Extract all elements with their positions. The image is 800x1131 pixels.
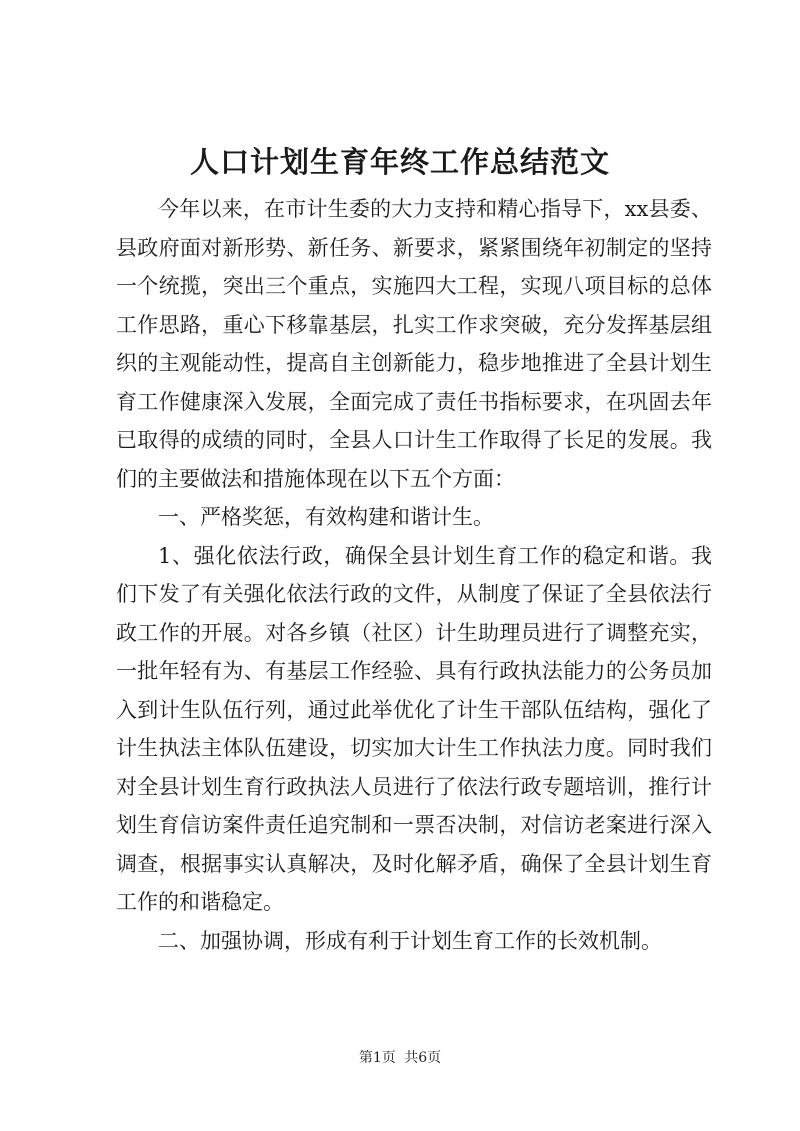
paragraph-line: 划生育信访案件责任追究制和一票否决制，对信访老案进行深入 (116, 813, 712, 837)
paragraph-line: 一个统揽，突出三个重点，实施四大工程，实现八项目标的总体 (116, 274, 712, 298)
paragraph-line: 已取得的成绩的同时，全县人口计生工作取得了长足的发展。我 (116, 428, 712, 452)
paragraph-line: 计生执法主体队伍建设，切实加大计生工作执法力度。同时我们 (116, 736, 712, 760)
page-footer (0, 1047, 800, 1067)
paragraph-line: 政工作的开展。对各乡镇（社区）计生助理员进行了调整充实， (116, 620, 712, 645)
section-heading: 二、加强协调，形成有利于计划生育工作的长效机制。 (158, 928, 662, 953)
page-number: 第1页 (358, 1050, 396, 1066)
paragraph-line: 今年以来，在市计生委的大力支持和精心指导下，xx县委、 (158, 197, 712, 221)
paragraph-line: 县政府面对新形势、新任务、新要求，紧紧围绕年初制定的坚持 (116, 235, 712, 260)
paragraph-line: 织的主观能动性，提高自主创新能力，稳步地推进了全县计划生 (116, 351, 712, 375)
paragraph-line: 入到计生队伍行列，通过此举优化了计生干部队伍结构，强化了 (116, 697, 712, 722)
page-total: 共6页 (404, 1050, 442, 1066)
paragraph-line: 调查，根据事实认真解决，及时化解矛盾，确保了全县计划生育 (116, 851, 712, 876)
paragraph-line: 们下发了有关强化依法行政的文件，从制度了保证了全县依法行 (116, 582, 712, 606)
section-heading: 一、严格奖惩，有效构建和谐计生。 (158, 505, 494, 529)
paragraph-line: 工作思路，重心下移靠基层，扎实工作求突破，充分发挥基层组 (116, 312, 712, 337)
document-title: 人口计划生育年终工作总结范文 (189, 145, 610, 179)
document-body (116, 190, 712, 960)
paragraph-line: 工作的和谐稳定。 (116, 890, 284, 914)
paragraph-line: 一批年轻有为、有基层工作经验、具有行政执法能力的公务员加 (116, 659, 712, 683)
paragraph-line: 们的主要做法和措施体现在以下五个方面： (116, 466, 515, 491)
subsection-heading: 1、强化依法行政，确保全县计划生育工作的稳定和谐。我 (158, 543, 712, 568)
paragraph-line: 育工作健康深入发展，全面完成了责任书指标要求，在巩固去年 (116, 389, 712, 414)
paragraph-line: 对全县计划生育行政执法人员进行了依法行政专题培训，推行计 (116, 774, 712, 799)
